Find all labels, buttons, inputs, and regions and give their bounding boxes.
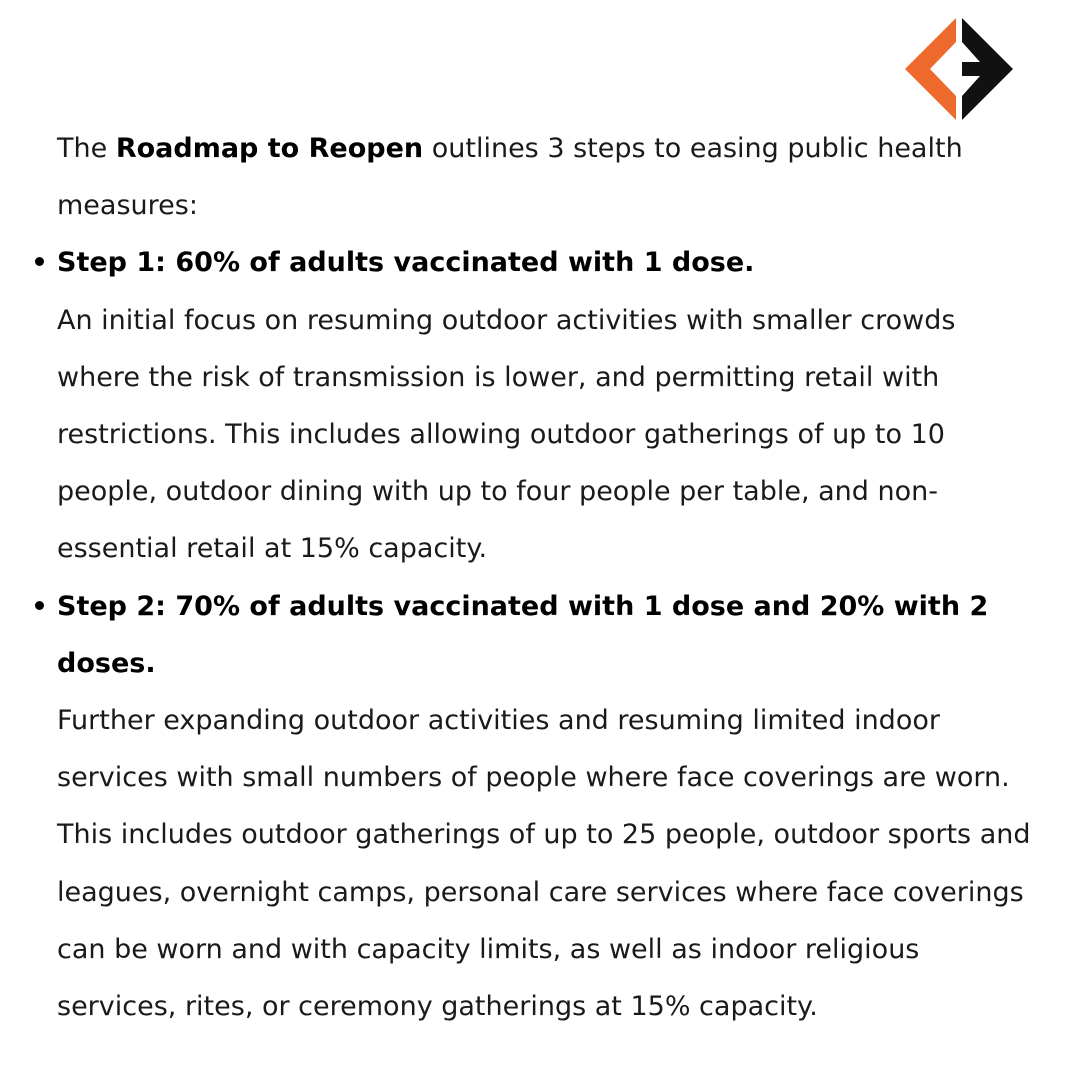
bullet-icon	[35, 601, 44, 610]
step-item-1	[57, 234, 1042, 577]
brand-logo-icon	[902, 18, 1016, 124]
step-description: An initial focus on resuming outdoor activities with smaller crowds where the risk of transmission is lower, and permitting retail with restrictions. This includes allowing outdoor gatherings of up to 10 people, outdoor dining with up to four people per table, and non-essential retail at 15% capacity.	[57, 304, 956, 565]
bullet-icon	[35, 257, 44, 266]
step-title: Step 2: 70% of adults vaccinated with 1 dose and 20% with 2 doses.	[57, 590, 989, 679]
article-content	[57, 120, 1042, 1035]
roadmap-highlight: Roadmap to Reopen	[115, 133, 424, 164]
step-description: Further expanding outdoor activities and resuming limited indoor services with small numbers of people where face coverings are worn. This includes outdoor gatherings of up to 25 people, outdoor sports and leagues, overnight camps, personal care services where face coverings can be worn and with capacity limits, as well as indoor religious services, rites, or ceremony gatherings at 15% capacity.	[57, 705, 1031, 1023]
intro-suffix: outlines 3 steps to easing public health measures:	[57, 133, 963, 222]
step-item-2	[57, 578, 1042, 1036]
step-title: Step 1: 60% of adults vaccinated with 1 dose.	[57, 247, 755, 279]
steps-list	[57, 234, 1042, 1035]
intro-prefix: The	[57, 133, 116, 164]
intro-paragraph	[57, 120, 1042, 234]
